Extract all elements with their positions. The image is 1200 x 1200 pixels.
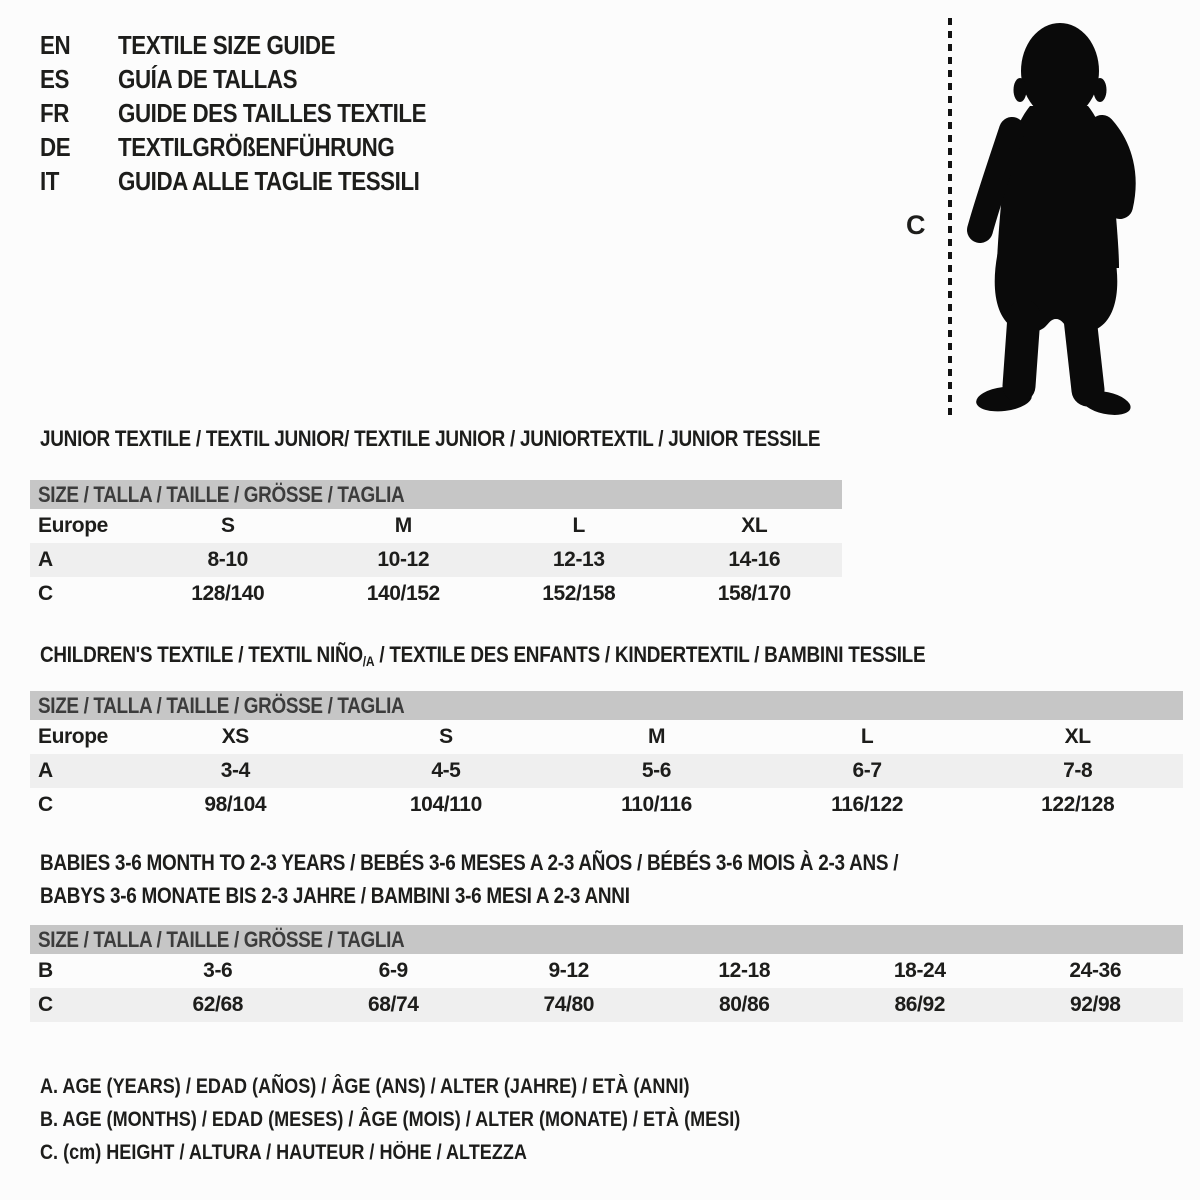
height-measure-dashed-line [948, 18, 952, 416]
language-code: ES [40, 64, 69, 94]
height-cell: 116/122 [831, 793, 904, 816]
language-code: FR [40, 98, 69, 128]
table-row-age [30, 754, 1183, 788]
nino-a-subscript: /A [362, 653, 375, 669]
size-cell: L [572, 514, 585, 537]
table-row-age [30, 543, 842, 577]
size-cell: XL [741, 514, 768, 537]
months-cell: 24-36 [1069, 959, 1122, 982]
height-cell: 158/170 [717, 582, 791, 605]
age-cell: 6-7 [852, 759, 882, 782]
height-cell: 128/140 [191, 582, 265, 605]
size-cell: S [220, 514, 235, 537]
size-cell: L [860, 725, 874, 748]
row-label: C [38, 993, 53, 1016]
language-label: TEXTILGRÖßENFÜHRUNG [118, 132, 395, 162]
babies-section-title: BABIES 3-6 MONTH TO 2-3 YEARS / BEBÉS 3-6 MESES A 2-3 AÑOS / BÉBÉS 3-6 MOIS À 2-3 ANS / BABYS 3-6 MONATE BIS 2-3 JAHRE / BAMBINI 3-6 MESI A 2-3 ANNI [40, 850, 899, 908]
row-label: B [38, 959, 53, 982]
age-cell: 5-6 [641, 759, 672, 782]
age-cell: 14-16 [728, 548, 781, 571]
table-row-europe [30, 720, 1183, 754]
height-cell: 140/152 [366, 582, 440, 605]
table-row-height [30, 788, 1183, 822]
age-cell: 10-12 [377, 548, 430, 571]
legend-line-c: C. (cm) HEIGHT / ALTURA / HAUTEUR / HÖHE / ALTEZZA [40, 1141, 527, 1164]
language-code: EN [40, 30, 71, 60]
age-cell: 8-10 [207, 548, 248, 571]
age-cell: 3-4 [220, 759, 250, 782]
children-section-title: CHILDREN'S TEXTILE / TEXTIL NIÑO/A / TEXTILE DES ENFANTS / KINDERTEXTIL / BAMBINI TESSILE [40, 642, 926, 669]
height-cell: 62/68 [192, 993, 244, 1016]
language-code: DE [40, 132, 71, 162]
junior-size-table [30, 480, 842, 611]
size-cell: M [647, 725, 666, 748]
table-row-months [30, 954, 1183, 988]
months-cell: 9-12 [548, 959, 589, 982]
height-cell: 122/128 [1041, 793, 1115, 816]
row-label: Europe [38, 725, 108, 748]
legend-line-a: A. AGE (YEARS) / EDAD (AÑOS) / ÂGE (ANS) / ALTER (JAHRE) / ETÀ (ANNI) [40, 1075, 690, 1098]
table-row-europe [30, 509, 842, 543]
height-cell: 86/92 [894, 993, 946, 1016]
language-label: GUÍA DE TALLAS [118, 64, 298, 94]
table-row-height [30, 988, 1183, 1022]
height-cell: 74/80 [543, 993, 595, 1016]
language-label: TEXTILE SIZE GUIDE [118, 30, 336, 60]
height-cell: 104/110 [409, 793, 482, 816]
row-label: Europe [38, 514, 108, 537]
row-label: A [38, 548, 53, 571]
baby-silhouette [960, 16, 1140, 420]
size-cell: XS [221, 725, 249, 748]
size-cell: XL [1064, 725, 1091, 748]
size-header-bar: SIZE / TALLA / TAILLE / GRÖSSE / TAGLIA [30, 480, 842, 509]
age-cell: 7-8 [1063, 759, 1093, 782]
language-label: GUIDE DES TAILLES TEXTILE [118, 98, 427, 128]
measure-c-label: C [906, 210, 926, 240]
age-cell: 12-13 [552, 548, 605, 571]
months-cell: 12-18 [718, 959, 771, 982]
height-cell: 98/104 [204, 793, 267, 816]
row-label: C [38, 582, 53, 605]
height-cell: 68/74 [367, 993, 419, 1016]
size-cell: S [439, 725, 453, 748]
row-label: C [38, 793, 53, 816]
age-cell: 4-5 [431, 759, 461, 782]
size-header-bar: SIZE / TALLA / TAILLE / GRÖSSE / TAGLIA [30, 691, 1183, 720]
height-cell: 92/98 [1069, 993, 1121, 1016]
legend-line-b: B. AGE (MONTHS) / EDAD (MESES) / ÂGE (MOIS) / ALTER (MONATE) / ETÀ (MESI) [40, 1108, 741, 1131]
row-label: A [38, 759, 53, 782]
children-size-table [30, 691, 1183, 822]
months-cell: 3-6 [203, 959, 233, 982]
height-cell: 110/116 [621, 793, 692, 816]
size-cell: M [394, 514, 412, 537]
table-row-height [30, 577, 842, 611]
junior-section-title: JUNIOR TEXTILE / TEXTIL JUNIOR/ TEXTILE JUNIOR / JUNIORTEXTIL / JUNIOR TESSILE [40, 426, 821, 451]
language-code: IT [40, 166, 60, 196]
language-label: GUIDA ALLE TAGLIE TESSILI [118, 166, 420, 196]
language-list [40, 28, 476, 198]
months-cell: 18-24 [893, 959, 946, 982]
babies-size-table [30, 925, 1183, 1022]
measure-legend [40, 1070, 854, 1169]
height-cell: 80/86 [718, 993, 770, 1016]
size-header-bar: SIZE / TALLA / TAILLE / GRÖSSE / TAGLIA [30, 925, 1183, 954]
months-cell: 6-9 [378, 959, 408, 982]
height-cell: 152/158 [542, 582, 616, 605]
